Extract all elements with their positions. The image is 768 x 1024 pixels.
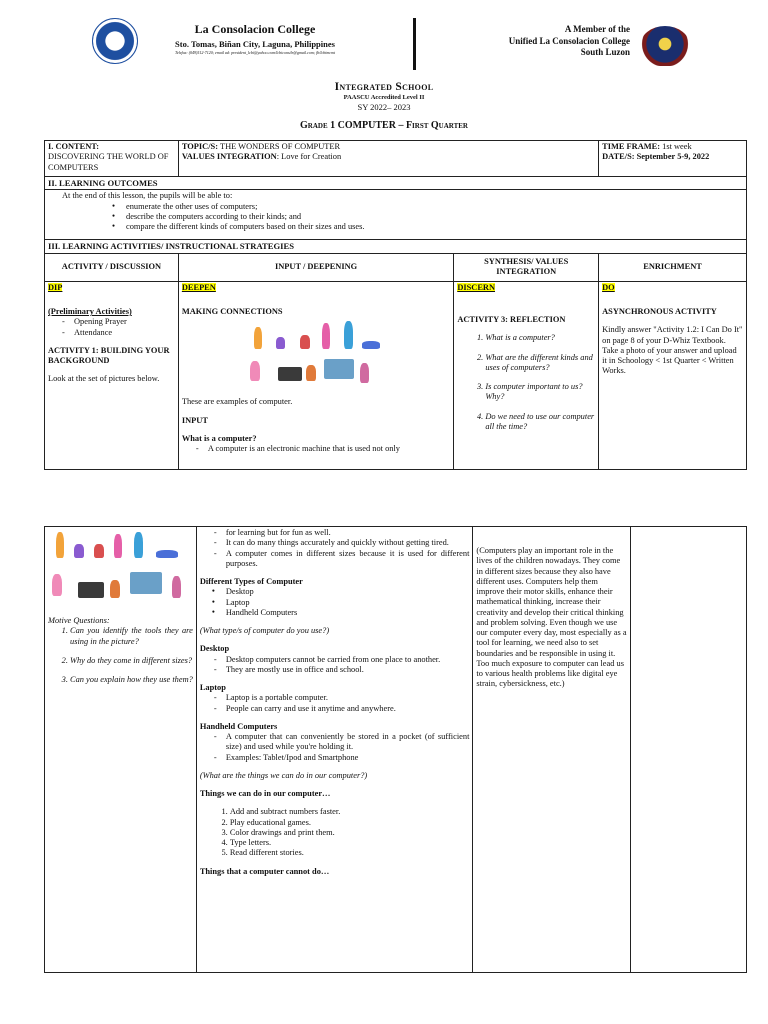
cannot-heading: Things that a computer cannot do… [199,866,330,876]
outcomes-cell [45,190,747,240]
prelim-heading: (Preliminary Activities) [48,307,132,317]
member-info [440,24,630,59]
col-input: INPUT / DEEPENING [178,253,453,281]
laptop-heading: Laptop [199,683,226,692]
desktop-item: - They are mostly use in office and school. [214,665,470,675]
reflection-questions [457,333,595,432]
can-item: 5. Read different stories. [230,848,470,858]
outcome-item: ● enumerate the other uses of computers; [112,202,743,212]
deepen-tag: DEEPEN [181,282,216,292]
do-tag: DO [602,282,615,292]
dip-tag: DIP [48,282,63,292]
laptop-item: - Laptop is a portable computer. [214,693,470,703]
college-info [150,22,360,56]
activity-cell [45,281,179,469]
lesson-plan-table-continued [44,526,747,973]
synthesis-cell [454,281,599,469]
college-address: Sto. Tomas, Biñan City, Laguna, Philippines [175,38,335,49]
motive-question: 3. Can you explain how they use them? [70,675,193,685]
types-list [200,587,470,618]
time-cell [599,141,747,177]
async-heading: ASYNCHRONOUS ACTIVITY [602,307,717,317]
fact-item: - A computer comes in different sizes because it is used for different purposes. [214,549,470,570]
synthesis-text: (Computers play an important role in the lives of the children nowadays. They come in different sizes because they also have different uses. Computers help them improve their motor skills, enhance their mathematical thinking, increase their creativity and develop their critical thinking and problem solving. Even though we use our computer every day, most especially as a tool for learning, we need also to set boundaries and be responsible in using it. Too much exposure to computer can lead us to various health problems like digital eye strain, cybersickness, etc.) [476,546,627,689]
computer-kids-picture [182,317,450,397]
accreditation: PAASCU Accredited Level II [343,94,425,102]
synthesis-cell-continued [473,527,631,973]
school-title: Integrated School [334,81,434,93]
activities-heading: III. LEARNING ACTIVITIES/ INSTRUCTIONAL STRATEGIES [45,240,747,253]
laptop-item: - People can carry and use it anytime and anywhere. [214,704,470,714]
outcomes-heading: II. LEARNING OUTCOMES [45,177,747,190]
kids-computers-picture [48,528,193,616]
type-item: ● Laptop [212,598,470,608]
motive-heading: Motive Questions: [48,616,110,625]
handheld-list [200,732,470,763]
laptop-list [200,693,470,714]
topic-cell [178,141,598,177]
values-label: VALUES INTEGRATION [181,152,277,162]
college-seal-icon [92,18,138,64]
examples-text: These are examples of computer. [181,397,293,407]
date: September 5-9, 2022 [636,152,710,162]
reflection-question: 3. Is computer important to us? Why? [485,382,595,403]
col-synthesis: SYNTHESIS/ VALUES INTEGRATION [454,253,599,281]
definition-list [182,444,450,454]
can-item: 3. Color drawings and print them. [230,828,470,838]
desktop-heading: Desktop [199,644,230,654]
can-heading: Things we can do in our computer… [199,789,331,798]
topic: THE WONDERS OF COMPUTER [219,142,341,151]
col-activity: ACTIVITY / DISCUSSION [45,253,179,281]
motive-question: 1. Can you identify the tools they are using in the picture? [70,626,193,647]
values: : Love for Creation [276,152,342,162]
can-item: 1. Add and subtract numbers faster. [230,807,470,817]
input-cell [178,281,453,469]
handheld-item: - A computer that can conveniently be stored in a pocket (of sufficient size) and used while you're holding it. [214,732,470,753]
member-line-3: South Luzon [580,47,630,58]
outcomes-intro: At the end of this lesson, the pupils will be able to: [62,191,233,201]
look-text: Look at the set of pictures below. [48,374,160,384]
enrichment-cell [599,281,747,469]
member-line-2: Unified La Consolacion College [508,35,630,46]
member-line-1: A Member of the [564,24,630,34]
reflection-question: 2. What are the different kinds and uses of computers? [485,353,595,374]
handheld-item: - Examples: Tablet/Ipod and Smartphone [214,753,470,763]
content-cell [45,141,179,177]
what-heading: What is a computer? [181,433,257,443]
enrichment-cell-continued [631,527,747,973]
things-question: (What are the things we can do in our computer?) [199,770,368,780]
outcome-item: ● compare the different kinds of computers based on their sizes and uses. [112,222,743,232]
school-heading [0,80,768,132]
outcomes-list [48,202,743,233]
topic-label: TOPIC/S: [181,142,218,151]
desktop-list [200,655,470,676]
making-heading: MAKING CONNECTIONS [181,307,283,317]
can-list [200,807,470,858]
time-frame: 1st week [662,142,692,151]
activity-cell-continued [45,527,197,973]
motive-questions [48,626,193,685]
lesson-plan-table [44,140,747,470]
types-question: (What type/s of computer do you use?) [199,626,330,635]
definition-item: - A computer is an electronic machine that is used not only [196,444,450,454]
handheld-heading: Handheld Computers [199,721,278,731]
prelim-list [48,317,175,338]
time-label: TIME FRAME: [602,142,661,151]
school-year: SY 2022– 2023 [357,101,411,112]
grade-title: Grade 1 COMPUTER – First Quarter [300,120,468,132]
type-item: ● Handheld Computers [212,608,470,618]
unified-seal-icon [640,26,690,66]
college-name: La Consolacion College [194,22,316,36]
letterhead [0,0,768,80]
reflection-question: 4. Do we need to use our computer all the time? [485,412,595,433]
date-label: DATE/S: [602,152,635,162]
prelim-item: - Opening Prayer [62,317,175,327]
reflection-question: 1. What is a computer? [485,333,595,343]
type-item: ● Desktop [212,587,470,597]
can-item: 4. Type letters. [230,838,470,848]
col-enrichment: ENRICHMENT [599,253,747,281]
discern-tag: DISCERN [457,282,496,292]
content-label: I. CONTENT: [48,142,100,151]
desktop-item: - Desktop computers cannot be carried from one place to another. [214,655,470,665]
header-divider [413,18,416,70]
motive-question: 2. Why do they come in different sizes? [70,656,193,666]
computer-facts [200,528,470,569]
prelim-item: - Attendance [62,328,175,338]
outcome-item: ● describe the computers according to their kinds; and [112,212,743,222]
input-heading: INPUT [181,415,208,425]
input-cell-continued [196,527,473,973]
enrichment-text: Kindly answer "Activity 1.2: I Can Do It" on page 8 of your D-Whiz Textbook. Take a photo of your answer and upload it in Schoology < 1st Quarter < Written Works. [602,325,743,376]
activity1-heading: ACTIVITY 1: BUILDING YOUR BACKGROUND [48,345,170,366]
fact-item: - It can do many things accurately and quickly without getting tired. [214,538,470,548]
activity3-heading: ACTIVITY 3: REFLECTION [457,315,566,325]
can-item: 2. Play educational games. [230,818,470,828]
content-area: DISCOVERING THE WORLD OF COMPUTERS [48,152,169,172]
types-heading: Different Types of Computer [199,577,303,586]
college-contact: Telefax: (049)512-7120; email ad: president_lcbi@yahoo.com/lcbiconsilr@gmail.com; fb/lcbimcmt [174,50,336,55]
definition-continued: - for learning but for fun as well. [214,528,470,538]
